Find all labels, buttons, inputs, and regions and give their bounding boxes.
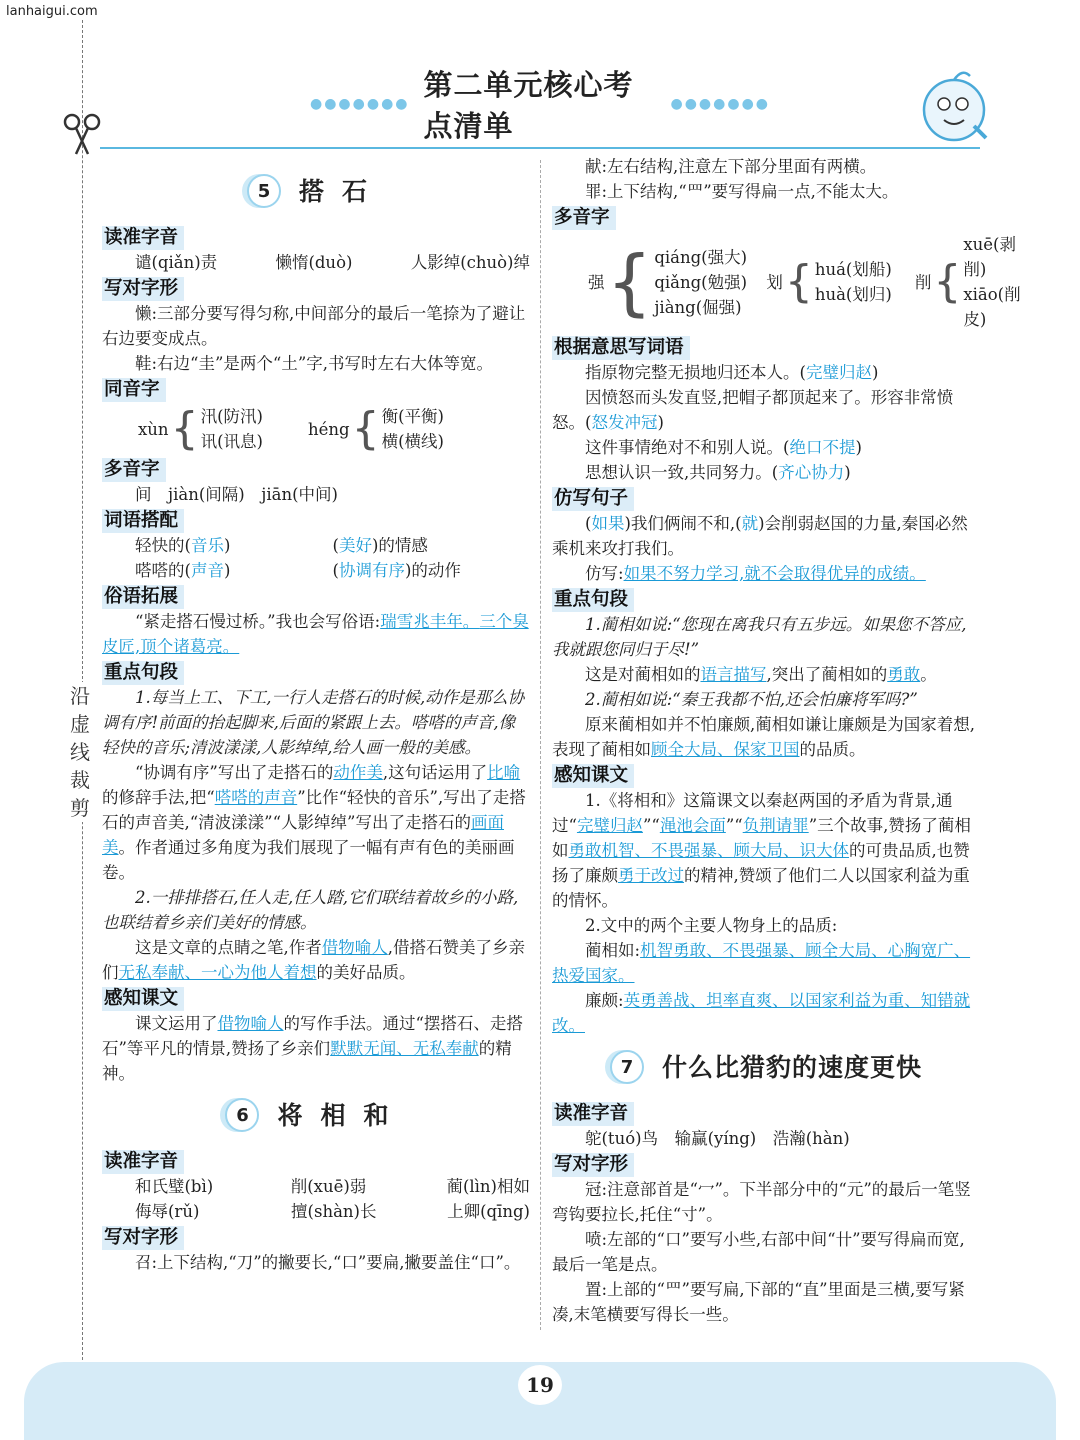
- proverb-paragraph: “紧走搭石慢过桥。”我也会写俗语:瑞雪兆丰年。三个臭皮匠,顶个诸葛亮。: [102, 612, 529, 656]
- polyphone-line: 间 jiàn(间隔) jiān(中间): [135, 485, 338, 504]
- header-dots-right: ●●●●●●●: [670, 96, 770, 112]
- answer: 借物喻人: [217, 1014, 284, 1033]
- pinyin-item: 人影绰(chuò)绰: [410, 253, 530, 272]
- lesson-title: 什么比猎豹的速度更快: [661, 1052, 922, 1082]
- pinyin-item: 和氏璧(bì): [135, 1177, 214, 1196]
- section-heading: 同音字: [102, 378, 166, 402]
- character-trait: 蔺相如:机智勇敢、不畏强暴、顾全大局、心胸宽广、热爱国家。: [552, 941, 971, 985]
- glyph-note: 召:上下结构,“刀”的撇要长,“口”要扁,撇要盖住“口”。: [135, 1253, 521, 1272]
- answer: 比喻: [487, 763, 521, 782]
- answer: 音乐: [190, 536, 224, 555]
- glyph-note: 置:上部的“罒”要写扁,下部的“直”里面是三横,要写紧凑,末笔横要写得长一些。: [552, 1280, 965, 1324]
- analysis-paragraph: 这是文章的点睛之笔,作者借物喻人,借搭石赞美了乡亲们无私奉献、一心为他人着想的美好品质。: [102, 938, 525, 982]
- answer: 语言描写: [700, 665, 767, 684]
- imitation-sentence: (如果)我们俩闹不和,(就)会削弱赵国的力量,秦国必然乘机来攻打我们。: [552, 514, 968, 558]
- summary-paragraph: 1.《将相和》这篇课文以秦赵两国的矛盾为背景,通过“完璧归赵”“渑池会面”“负荆请罪”三个故事,赞扬了蔺相如勇敢机智、不畏强暴、顾大局、识大体的可贵品质,也赞扬了廉颇勇于改过的精神,赞颂了他们二人以国家利益为重的情怀。: [552, 791, 971, 910]
- homophone-item: 汛(防汛): [200, 407, 263, 426]
- section-heading: 多音字: [102, 458, 166, 482]
- polyphone-char: 划: [766, 272, 783, 292]
- glyph-note: 冠:注意部首是“冖”。下半部分中的“元”的最后一笔竖弯钩要拉长,托住“寸”。: [552, 1180, 971, 1224]
- answer: 协调有序: [338, 561, 405, 580]
- lesson-5-heading: [102, 166, 530, 216]
- pinyin-item: 懒惰(duò): [275, 253, 353, 272]
- homophone-group: [102, 402, 530, 456]
- pinyin-row: [102, 250, 530, 275]
- pinyin-row: [102, 1199, 530, 1224]
- analysis-paragraph: 原来蔺相如并不怕廉颇,蔺相如谦让廉颇是为国家着想,表现了蔺相如顾全大局、保家卫国的品质。: [552, 715, 975, 759]
- polyphone-char: 削: [914, 272, 932, 292]
- answer: 怒发冲冠: [591, 413, 658, 432]
- lesson-title: 将相和: [277, 1100, 407, 1130]
- section-heading: 写对字形: [552, 1153, 634, 1177]
- homophone-pinyin: xùn: [138, 419, 169, 439]
- answer: 负荆请罪: [742, 816, 809, 835]
- homophone-item: 讯(讯息): [200, 432, 263, 451]
- page-title: 第二单元核心考点清单: [423, 68, 634, 143]
- brace-icon: {: [784, 256, 813, 307]
- answer: 勇敢机智、不畏强暴、顾大局、识大体: [568, 841, 849, 860]
- answer: 三个臭皮匠,顶个诸葛亮。: [102, 612, 529, 656]
- section-heading: 读准字音: [102, 226, 184, 250]
- answer: 英勇善战、坦率直爽、以国家利益为重、知错就改。: [552, 991, 971, 1035]
- pinyin-item: 蔺(lìn)相如: [446, 1177, 530, 1196]
- analysis-paragraph: 这是对蔺相如的语言描写,突出了蔺相如的勇敢。: [585, 665, 937, 684]
- answer: 嗒嗒的声音: [214, 788, 298, 807]
- lesson-7-heading: [552, 1042, 980, 1092]
- brace-icon: {: [351, 403, 380, 454]
- answer: 借物喻人: [321, 938, 388, 957]
- answer: 默默无闻、无私奉献: [330, 1039, 479, 1058]
- answer: 瑞雪兆丰年。: [380, 612, 480, 631]
- answer: 顾全大局、保家卫国: [651, 740, 800, 759]
- pinyin-row: 鸵(tuó)鸟 输赢(yíng) 浩瀚(hàn): [585, 1129, 850, 1148]
- answer: 齐心协力: [778, 463, 845, 482]
- character-trait: 廉颇:英勇善战、坦率直爽、以国家利益为重、知错就改。: [552, 991, 971, 1035]
- homophone-item: 横(横线): [381, 432, 444, 451]
- lesson-6-heading: [102, 1090, 530, 1140]
- glyph-note: 鞋:右边“圭”是两个“土”字,书写时左右大体等宽。: [135, 354, 494, 373]
- brace-icon: {: [606, 240, 653, 324]
- answer: 美好: [338, 536, 372, 555]
- pinyin-item: 削(xuē)弱: [290, 1177, 367, 1196]
- section-heading: 重点句段: [552, 588, 634, 612]
- section-heading: 感知课文: [102, 987, 184, 1011]
- column-divider: [540, 160, 541, 1330]
- definition-item: 思想认识一致,共同努力。(齐心协力): [585, 463, 851, 482]
- answer: 渑池会面: [659, 816, 726, 835]
- section-heading: 重点句段: [102, 661, 184, 685]
- section-heading: 仿写句子: [552, 487, 634, 511]
- summary-paragraph: 课文运用了借物喻人的写作手法。通过“摆搭石、走搭石”等平凡的情景,赞扬了乡亲们默默无闻、无私奉献的精神。: [102, 1014, 523, 1083]
- answer: 勇于改过: [618, 866, 684, 885]
- lesson-number-badge: 5: [247, 174, 281, 208]
- homophone-item: 衡(平衡): [381, 407, 444, 426]
- analysis-paragraph: “协调有序”写出了走搭石的动作美,这句话运用了比喻的修辞手法,把“嗒嗒的声音”比作“轻快的音乐”,写出了走搭石的声音美,“清波漾漾”“人影绰绰”写出了走搭石的画面美。作者通过多角度为我们展现了一幅有声有色的美丽画卷。: [102, 763, 526, 882]
- summary-paragraph: 2.文中的两个主要人物身上的品质:: [585, 916, 838, 935]
- brace-icon: {: [170, 403, 199, 454]
- watermark: lanhaigui.com: [6, 4, 98, 19]
- glyph-note: 罪:上下结构,“罒”要写得扁一点,不能太大。: [585, 182, 899, 201]
- section-heading: 感知课文: [552, 764, 634, 788]
- section-heading: 读准字音: [552, 1102, 634, 1126]
- answer: 动作美: [333, 763, 383, 782]
- key-sentence: 2.一排排搭石,任人走,任人踏,它们联结着故乡的小路,也联结着乡亲们美好的情感。: [102, 888, 519, 932]
- section-heading: 写对字形: [102, 277, 184, 301]
- page-header: [310, 68, 770, 143]
- pinyin-item: 擅(shàn)长: [291, 1202, 377, 1221]
- answer: 绝口不提: [789, 438, 856, 457]
- answer: 就: [741, 514, 759, 533]
- answer: 如果不努力学习,就不会取得优异的成绩。: [623, 564, 926, 583]
- cut-instruction: 沿虚线裁剪: [66, 682, 94, 822]
- header-divider: [100, 147, 980, 149]
- answer: 机智勇敢、不畏强暴、顾全大局、心胸宽广、热爱国家。: [552, 941, 971, 985]
- pinyin-item: 上卿(qīng): [447, 1202, 530, 1221]
- section-heading: 读准字音: [102, 1150, 184, 1174]
- pinyin-row: [102, 1174, 530, 1199]
- lesson-title: 搭石: [298, 176, 385, 206]
- pinyin-item: 侮辱(rǔ): [135, 1202, 200, 1221]
- collocation-row: 嗒嗒的(声音) (协调有序)的动作: [135, 561, 461, 580]
- section-heading: 多音字: [552, 206, 616, 230]
- answer: 画面美: [102, 813, 504, 857]
- section-heading: 词语搭配: [102, 509, 184, 533]
- section-heading: 写对字形: [102, 1226, 184, 1250]
- pinyin-item: 谴(qiǎn)责: [135, 253, 218, 272]
- definition-item: 这件事情绝对不和别人说。(绝口不提): [585, 438, 862, 457]
- definition-item: 指原物完整无损地归还本人。(完璧归赵): [585, 363, 879, 382]
- lesson-number-badge: 6: [225, 1098, 259, 1132]
- key-sentence: 1.每当上工、下工,一行人走搭石的时候,动作是那么协调有序!前面的抬起脚来,后面的紧跟上去。嗒嗒的声音,像轻快的音乐;清波漾漾,人影绰绰,给人画一般的美感。: [102, 688, 525, 757]
- section-heading: 俗语拓展: [102, 585, 184, 609]
- glyph-note: 懒:三部分要写得匀称,中间部分的最后一笔捺为了避让右边要变成点。: [102, 304, 526, 348]
- polyphone-char: 强: [588, 272, 605, 292]
- key-sentence: 2.蔺相如说:“秦王我都不怕,还会怕廉将军吗?”: [585, 690, 918, 709]
- lesson-number-badge: 7: [610, 1050, 644, 1084]
- key-sentence: 1.蔺相如说:“您现在离我只有五步远。如果您不答应,我就跟您同归于尽!”: [552, 615, 967, 659]
- collocation-row: 轻快的(音乐) (美好)的情感: [135, 536, 428, 555]
- polyphone-group: 强 { qiáng(强大) qiǎng(勉强) jiàng(倔强) 划 { huá(划船) huà(划归) 削 { xuē(剥削) xiāo(削皮): [588, 235, 1021, 329]
- left-column: [102, 162, 530, 1275]
- imitation-answer: 仿写:如果不努力学习,就不会取得优异的成绩。: [585, 564, 926, 583]
- answer: 无私奉献、一心为他人着想: [118, 963, 317, 982]
- definition-item: 因愤怒而头发直竖,把帽子都顶起来了。形容非常愤怒。(怒发冲冠): [552, 388, 954, 432]
- scissors-icon: [62, 112, 102, 156]
- page-number: 19: [518, 1365, 562, 1405]
- answer: 声音: [190, 561, 224, 580]
- glyph-note: 喷:左部的“口”要写小些,右部中间“卄”要写得扁而宽,最后一笔是点。: [552, 1230, 965, 1274]
- header-dots-left: ●●●●●●●: [310, 96, 410, 112]
- brace-icon: {: [933, 256, 962, 307]
- glyph-note: 献:左右结构,注意左下部分里面有两横。: [585, 157, 877, 176]
- answer: 完璧归赵: [576, 816, 643, 835]
- homophone-pinyin: héng: [308, 419, 350, 439]
- right-column: [552, 154, 1021, 1327]
- section-heading: 根据意思写词语: [552, 336, 690, 360]
- answer: 勇敢: [887, 665, 921, 684]
- answer: 如果: [591, 514, 625, 533]
- answer: 完璧归赵: [805, 363, 872, 382]
- mascot-icon: [914, 68, 994, 148]
